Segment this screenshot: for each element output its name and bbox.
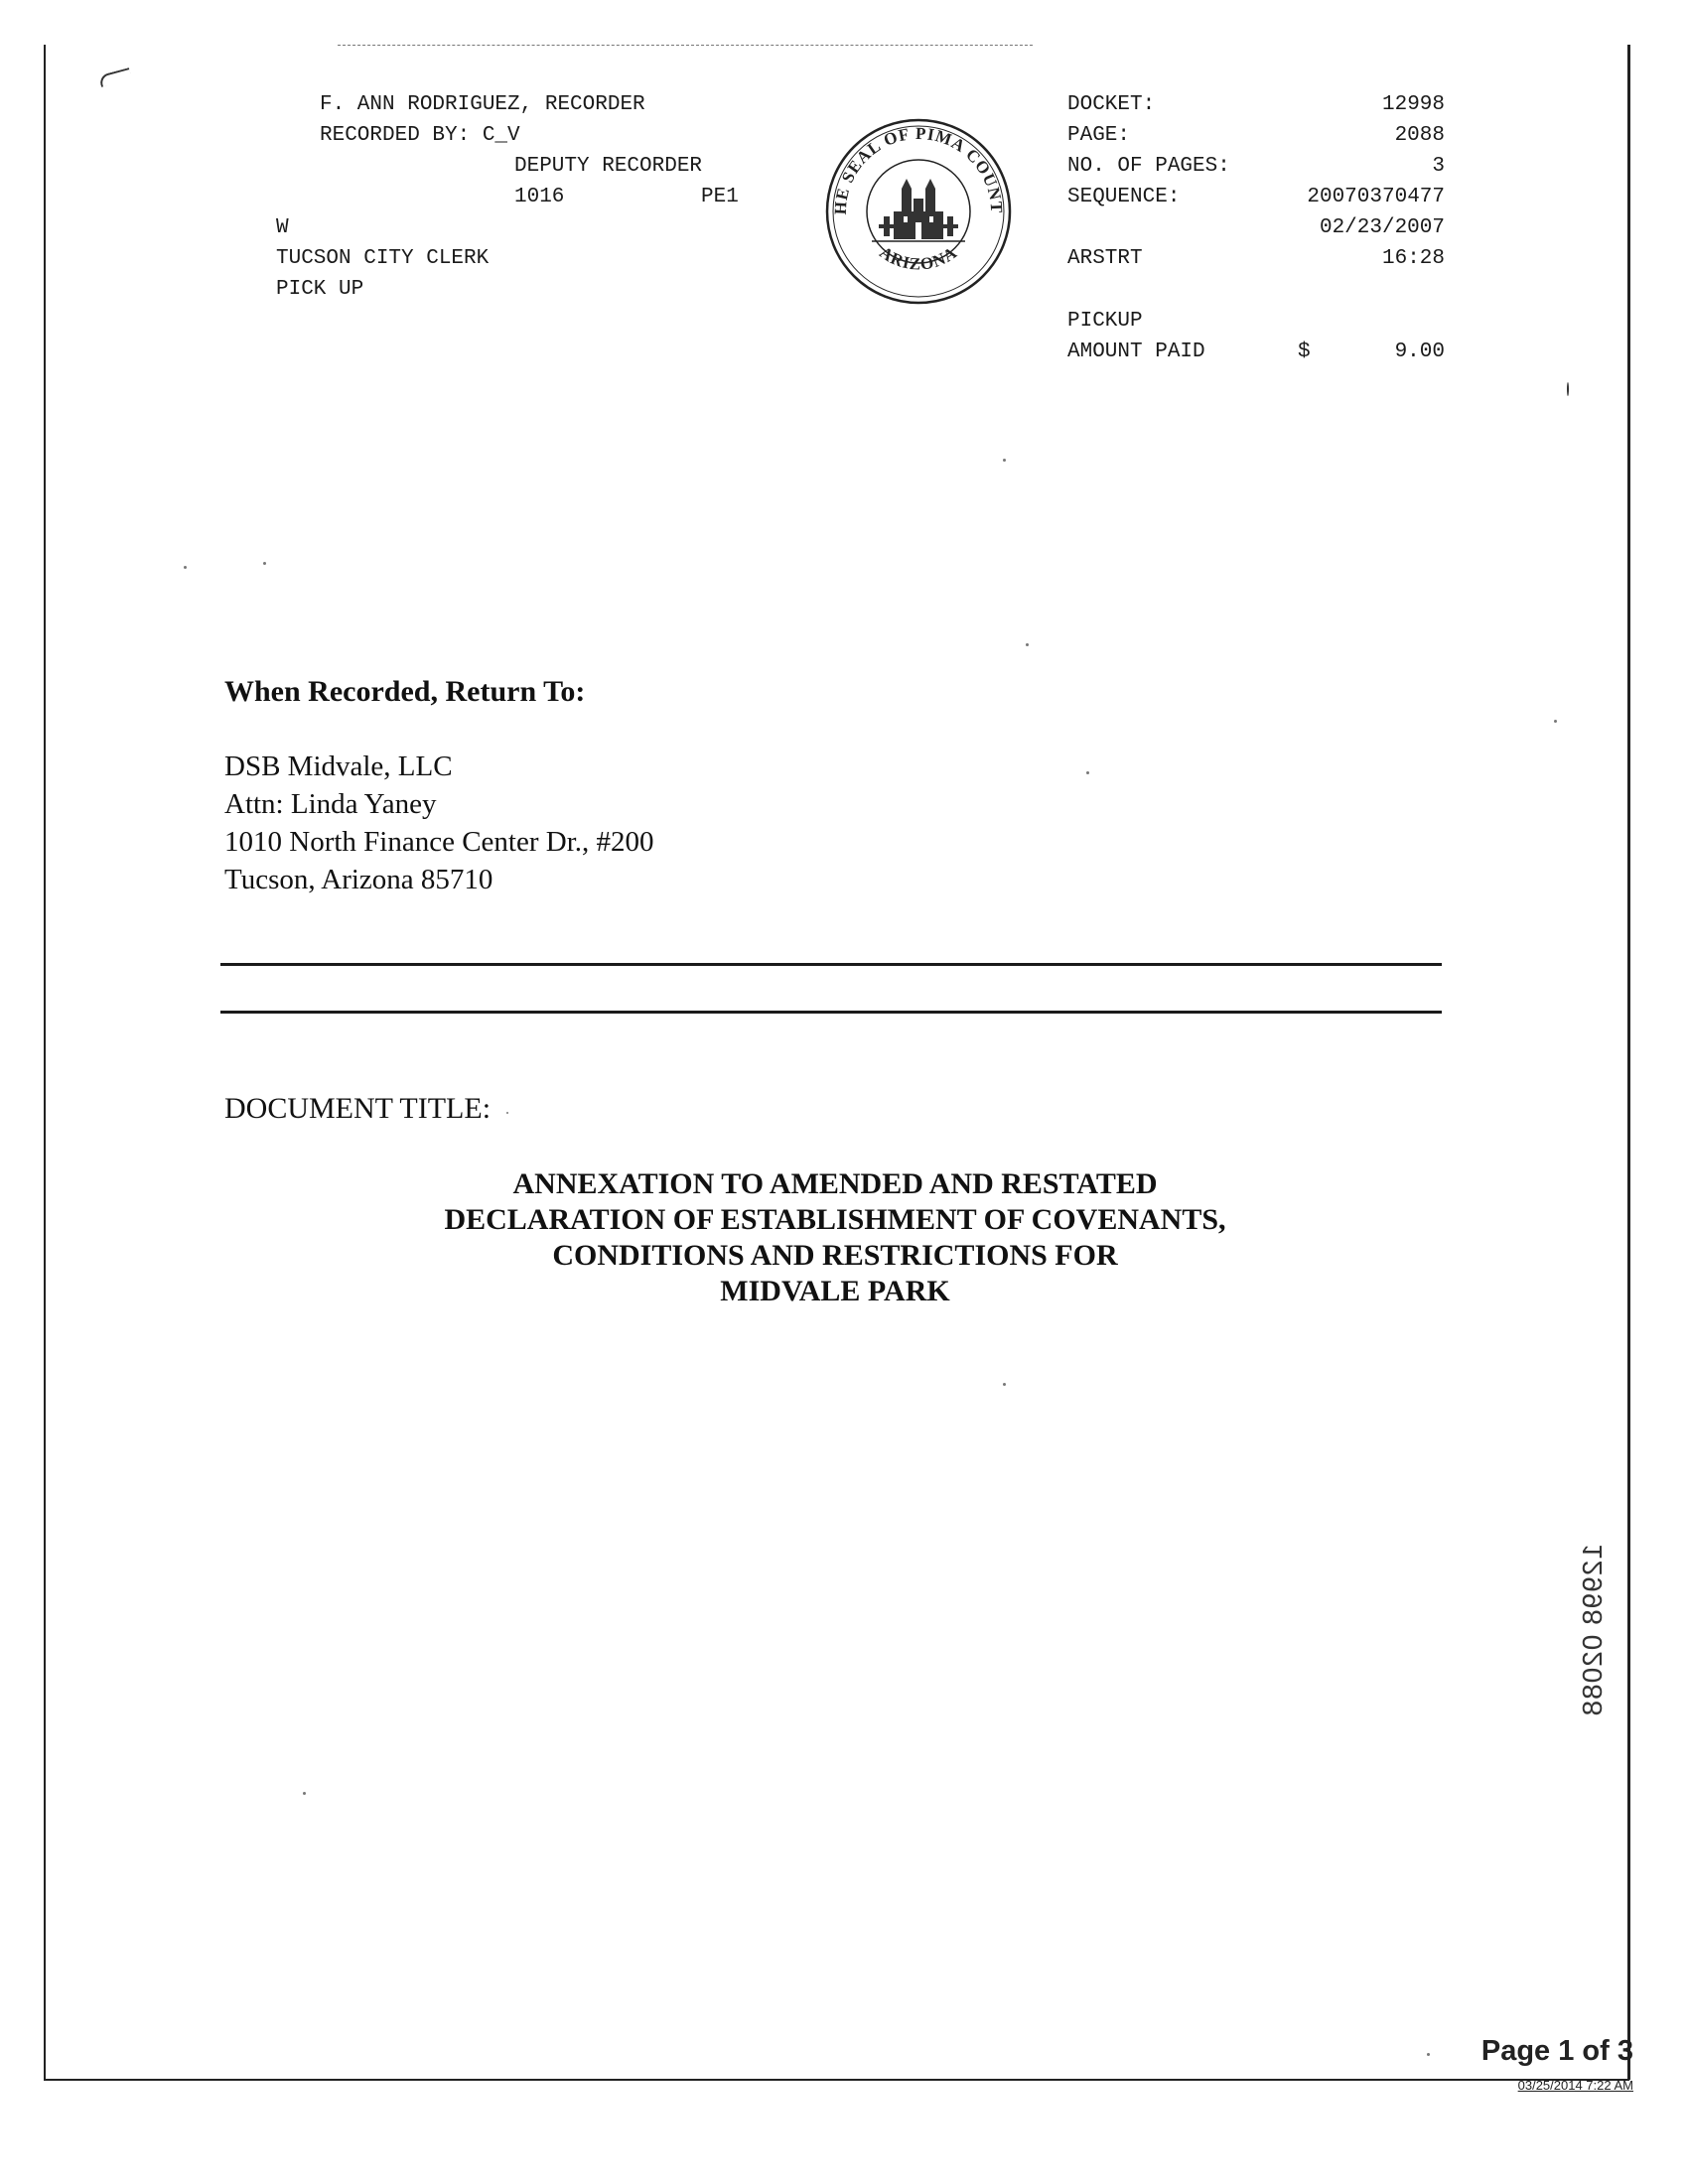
recipient: TUCSON CITY CLERK: [276, 247, 490, 270]
seal-text-bottom: ARIZONA: [876, 242, 961, 274]
margin-docket-stamp: 12998 02088: [1577, 1544, 1608, 1717]
scan-artifact: [1003, 1383, 1006, 1386]
recording-time: 16:28: [1381, 247, 1445, 270]
recorder-code: 1016: [514, 186, 565, 208]
return-to-heading: When Recorded, Return To:: [224, 675, 586, 708]
recorded-by: RECORDED BY: C_V: [320, 124, 520, 147]
scan-artifact: [1554, 720, 1557, 723]
docket-row: [1067, 89, 1445, 120]
scan-left-edge: [44, 45, 46, 2080]
scan-artifact: [1086, 771, 1089, 774]
print-timestamp: 03/25/2014 7:22 AM: [1517, 2078, 1633, 2093]
docket-label: DOCKET:: [1067, 93, 1156, 116]
divider-rule-1: [220, 963, 1442, 966]
deputy-recorder: DEPUTY RECORDER: [514, 155, 703, 178]
scan-artifact: [263, 562, 266, 565]
scan-right-edge: [1627, 45, 1630, 2080]
recorder-name: F. ANN RODRIGUEZ, RECORDER: [320, 93, 645, 116]
return-to-street: 1010 North Finance Center Dr., #200: [224, 826, 654, 858]
pages-value: 3: [1432, 155, 1445, 178]
scan-artifact: [1026, 643, 1029, 646]
delivery-method: PICK UP: [276, 278, 364, 301]
return-to-attn: Attn: Linda Yaney: [224, 788, 437, 820]
scan-artifact: [1003, 459, 1006, 462]
document-title-label: DOCUMENT TITLE:: [224, 1092, 492, 1125]
scan-artifact: [1427, 2053, 1430, 2056]
seal-icon: [824, 117, 1013, 306]
corner-mark: [98, 68, 132, 87]
arstrt-row: [1067, 243, 1445, 274]
document-title-line: ANNEXATION TO AMENDED AND RESTATED: [512, 1167, 1158, 1200]
pima-county-seal: [824, 117, 1013, 306]
amount-label: AMOUNT PAID: [1067, 341, 1205, 363]
page-indicator: Page 1 of 3: [1480, 2035, 1633, 2067]
document-title: [224, 1166, 1446, 1309]
page-value: 2088: [1394, 124, 1445, 147]
amount-row: [1067, 337, 1445, 367]
docket-value: 12998: [1381, 93, 1445, 116]
recorder-letter: W: [276, 216, 289, 239]
document-title-line: MIDVALE PARK: [720, 1275, 950, 1307]
sequence-row: [1067, 182, 1445, 212]
scan-bottom-edge: [44, 2079, 1629, 2081]
arstrt-label: ARSTRT: [1067, 247, 1143, 270]
document-title-line: CONDITIONS AND RESTRICTIONS FOR: [552, 1239, 1118, 1272]
scan-artifact: [184, 566, 187, 569]
sequence-label: SEQUENCE:: [1067, 186, 1181, 208]
scan-artifact: [506, 1112, 508, 1114]
pickup-row: [1067, 306, 1445, 337]
document-title-line: DECLARATION OF ESTABLISHMENT OF COVENANTS,: [444, 1203, 1226, 1236]
page-label: PAGE:: [1067, 124, 1131, 147]
scan-artifact: [303, 1792, 306, 1795]
scan-artifact: [1567, 382, 1569, 396]
pages-row: [1067, 151, 1445, 182]
svg-text:ARIZONA: [876, 242, 960, 273]
return-to-city: Tucson, Arizona 85710: [224, 864, 493, 895]
recorder-station: PE1: [701, 186, 739, 208]
amount-currency: $: [1298, 341, 1311, 363]
recording-date: 02/23/2007: [1319, 216, 1445, 239]
page-row: [1067, 120, 1445, 151]
amount-value: 9.00: [1394, 341, 1445, 363]
date-row: [1067, 212, 1445, 243]
return-to-company: DSB Midvale, LLC: [224, 751, 453, 782]
divider-rule-2: [220, 1011, 1442, 1014]
scan-top-edge: [338, 45, 1033, 46]
seal-text-top: HE SEAL OF PIMA COUNT: [830, 123, 1007, 215]
pages-label: NO. OF PAGES:: [1067, 155, 1230, 178]
sequence-value: 20070370477: [1307, 186, 1445, 208]
pickup-label: PICKUP: [1067, 310, 1143, 333]
